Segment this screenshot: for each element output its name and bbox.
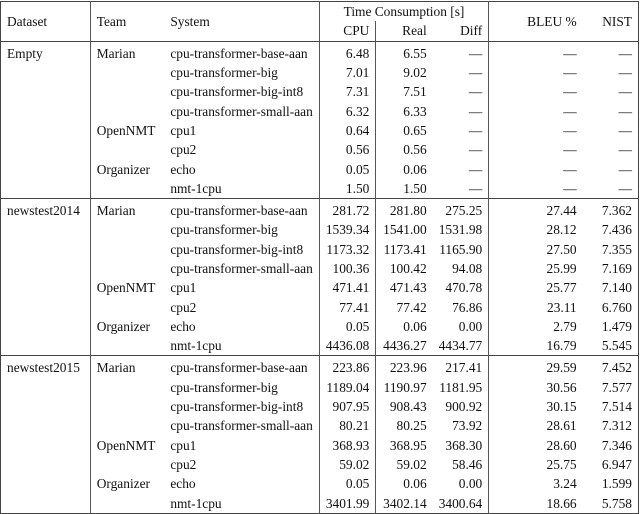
table-row bbox=[1, 101, 639, 120]
cell-team bbox=[90, 297, 164, 316]
cell-nist: 7.436 bbox=[601, 222, 632, 238]
cell-team: OpenNMT bbox=[90, 121, 164, 140]
cell-diff: 900.92 bbox=[445, 399, 483, 415]
cell-system: cpu1 bbox=[170, 122, 197, 138]
cell-bleu: — bbox=[489, 101, 583, 120]
table-row bbox=[1, 336, 639, 356]
header-time-consumption: Time Consumption [s] bbox=[319, 2, 488, 22]
cell-real: 1190.97 bbox=[376, 378, 433, 397]
cell-nist: — bbox=[618, 122, 632, 138]
cell-system: cpu-transformer-small-aan bbox=[170, 103, 313, 119]
cell-nist: 1.479 bbox=[601, 318, 632, 334]
cell-real: 0.56 bbox=[376, 140, 433, 159]
cell-nist: 7.169 bbox=[601, 261, 632, 276]
cell-bleu: 23.11 bbox=[489, 297, 583, 316]
cell-system: echo bbox=[170, 161, 196, 177]
cell-nist: — bbox=[618, 65, 632, 81]
dataset-section bbox=[1, 41, 639, 198]
cell-cpu: 1539.34 bbox=[319, 220, 376, 239]
header-system: System bbox=[170, 13, 210, 29]
cell-bleu: 28.60 bbox=[489, 436, 583, 455]
cell-diff: 76.86 bbox=[452, 299, 483, 315]
cell-cpu: 281.72 bbox=[319, 198, 376, 220]
table-row bbox=[1, 82, 639, 101]
cell-bleu: — bbox=[489, 82, 583, 101]
cell-real: 1173.41 bbox=[376, 240, 433, 259]
header-diff: Diff bbox=[433, 21, 489, 41]
cell-dataset bbox=[1, 474, 91, 493]
cell-diff: 58.46 bbox=[452, 456, 483, 472]
cell-system: cpu1 bbox=[170, 280, 197, 296]
cell-nist: — bbox=[618, 142, 632, 158]
cell-diff: — bbox=[468, 142, 483, 158]
cell-team bbox=[90, 63, 164, 82]
cell-bleu: 30.15 bbox=[489, 397, 583, 416]
table-row bbox=[1, 493, 639, 513]
cell-bleu: — bbox=[489, 41, 583, 63]
cell-system: cpu-transformer-base-aan bbox=[170, 360, 308, 376]
cell-cpu: 0.05 bbox=[319, 159, 376, 178]
cell-dataset bbox=[1, 159, 91, 178]
cell-cpu: 223.86 bbox=[319, 356, 376, 378]
cell-cpu: 3401.99 bbox=[319, 493, 376, 513]
cell-bleu: 28.12 bbox=[489, 220, 583, 239]
cell-cpu: 0.05 bbox=[319, 317, 376, 336]
cell-nist: — bbox=[618, 161, 632, 177]
cell-team bbox=[90, 179, 164, 199]
table-row bbox=[1, 416, 639, 435]
cell-dataset bbox=[1, 240, 91, 259]
cell-cpu: 1173.32 bbox=[319, 240, 376, 259]
cell-team bbox=[90, 82, 164, 101]
cell-real: 6.55 bbox=[376, 41, 433, 63]
cell-dataset bbox=[1, 179, 91, 199]
header-cpu: CPU bbox=[319, 21, 376, 41]
header-real: Real bbox=[376, 21, 433, 41]
table-row bbox=[1, 356, 639, 378]
dataset-section bbox=[1, 356, 639, 513]
cell-cpu: 7.31 bbox=[319, 82, 376, 101]
cell-system: cpu-transformer-base-aan bbox=[170, 45, 308, 61]
cell-bleu: 27.50 bbox=[489, 240, 583, 259]
cell-real: 908.43 bbox=[376, 397, 433, 416]
cell-system: cpu-transformer-big-int8 bbox=[170, 399, 304, 415]
cell-dataset bbox=[1, 121, 91, 140]
cell-cpu: 0.56 bbox=[319, 140, 376, 159]
cell-dataset: Empty bbox=[7, 45, 43, 61]
cell-cpu: 368.93 bbox=[319, 436, 376, 455]
cell-dataset bbox=[1, 397, 91, 416]
cell-diff: 275.25 bbox=[445, 203, 483, 219]
cell-team bbox=[90, 220, 164, 239]
table-row bbox=[1, 397, 639, 416]
table-row bbox=[1, 378, 639, 397]
cell-team: Organizer bbox=[90, 474, 164, 493]
cell-diff: 1165.90 bbox=[439, 241, 483, 257]
table-row bbox=[1, 220, 639, 239]
cell-cpu: 6.48 bbox=[319, 41, 376, 63]
cell-cpu: 1.50 bbox=[319, 179, 376, 199]
cell-real: 77.42 bbox=[376, 297, 433, 316]
cell-team: OpenNMT bbox=[90, 436, 164, 455]
cell-diff: 3400.64 bbox=[438, 495, 483, 511]
cell-system: echo bbox=[170, 476, 196, 492]
cell-dataset bbox=[1, 436, 91, 455]
cell-diff: — bbox=[468, 122, 483, 138]
cell-dataset bbox=[1, 378, 91, 397]
cell-bleu: 18.66 bbox=[489, 493, 583, 513]
cell-diff: — bbox=[468, 161, 483, 177]
cell-system: echo bbox=[170, 318, 196, 334]
cell-nist: 1.599 bbox=[601, 476, 632, 492]
table-row bbox=[1, 41, 639, 63]
table-row bbox=[1, 140, 639, 159]
cell-system: cpu-transformer-big bbox=[170, 65, 278, 81]
cell-team bbox=[90, 378, 164, 397]
cell-nist: 5.758 bbox=[601, 495, 632, 511]
cell-cpu: 80.21 bbox=[319, 416, 376, 435]
table-row bbox=[1, 455, 639, 474]
cell-team: Organizer bbox=[90, 159, 164, 178]
cell-nist: — bbox=[618, 45, 632, 61]
cell-nist: 7.452 bbox=[601, 360, 632, 376]
cell-nist: 7.577 bbox=[601, 379, 632, 395]
cell-dataset bbox=[1, 259, 91, 278]
cell-cpu: 6.32 bbox=[319, 101, 376, 120]
cell-nist: 7.346 bbox=[601, 437, 632, 453]
cell-real: 7.51 bbox=[376, 82, 433, 101]
cell-system: nmt-1cpu bbox=[170, 180, 222, 196]
table-row bbox=[1, 317, 639, 336]
cell-team bbox=[90, 240, 164, 259]
cell-cpu: 77.41 bbox=[319, 297, 376, 316]
cell-dataset bbox=[1, 140, 91, 159]
cell-diff: 0.00 bbox=[458, 318, 483, 334]
cell-system: cpu-transformer-big-int8 bbox=[170, 241, 304, 257]
dataset-section bbox=[1, 198, 639, 355]
table-row bbox=[1, 474, 639, 493]
cell-nist: 7.514 bbox=[601, 399, 632, 415]
table-row bbox=[1, 278, 639, 297]
cell-nist: 6.760 bbox=[601, 299, 632, 315]
cell-system: nmt-1cpu bbox=[170, 495, 222, 511]
cell-bleu: — bbox=[489, 121, 583, 140]
cell-cpu: 59.02 bbox=[319, 455, 376, 474]
cell-team bbox=[90, 397, 164, 416]
cell-nist: — bbox=[618, 84, 632, 100]
cell-dataset bbox=[1, 63, 91, 82]
cell-system: cpu-transformer-small-aan bbox=[170, 261, 313, 276]
cell-diff: 217.41 bbox=[445, 360, 483, 376]
cell-nist: — bbox=[618, 103, 632, 119]
cell-system: cpu2 bbox=[170, 142, 197, 158]
cell-cpu: 100.36 bbox=[319, 259, 376, 278]
cell-bleu: 25.75 bbox=[489, 455, 583, 474]
header-bleu: BLEU % bbox=[489, 2, 583, 42]
cell-real: 9.02 bbox=[376, 63, 433, 82]
cell-dataset bbox=[1, 101, 91, 120]
cell-cpu: 0.05 bbox=[319, 474, 376, 493]
cell-team: Organizer bbox=[90, 317, 164, 336]
cell-diff: 470.78 bbox=[445, 280, 483, 296]
cell-bleu: — bbox=[489, 63, 583, 82]
cell-cpu: 471.41 bbox=[319, 278, 376, 297]
cell-cpu: 4436.08 bbox=[319, 336, 376, 356]
cell-real: 59.02 bbox=[376, 455, 433, 474]
cell-real: 1541.00 bbox=[376, 220, 433, 239]
cell-nist: 6.947 bbox=[601, 456, 632, 472]
cell-system: cpu-transformer-big bbox=[170, 222, 278, 238]
cell-bleu: 25.77 bbox=[489, 278, 583, 297]
cell-real: 0.65 bbox=[376, 121, 433, 140]
cell-diff: 1181.95 bbox=[439, 379, 483, 395]
cell-team: Marian bbox=[90, 198, 164, 220]
cell-diff: — bbox=[468, 180, 483, 196]
cell-dataset bbox=[1, 220, 91, 239]
header-dataset: Dataset bbox=[7, 13, 48, 29]
cell-diff: 1531.98 bbox=[438, 222, 483, 238]
cell-system: cpu-transformer-big-int8 bbox=[170, 84, 304, 100]
header-team: Team bbox=[90, 2, 164, 42]
cell-system: cpu-transformer-big bbox=[170, 379, 278, 395]
cell-nist: 7.312 bbox=[601, 418, 632, 434]
cell-bleu: 2.79 bbox=[489, 317, 583, 336]
cell-diff: 368.30 bbox=[445, 437, 483, 453]
cell-team bbox=[90, 140, 164, 159]
cell-team bbox=[90, 336, 164, 356]
cell-real: 368.95 bbox=[376, 436, 433, 455]
table-row bbox=[1, 121, 639, 140]
cell-system: nmt-1cpu bbox=[170, 338, 222, 354]
cell-team bbox=[90, 416, 164, 435]
cell-real: 80.25 bbox=[376, 416, 433, 435]
cell-system: cpu1 bbox=[170, 437, 197, 453]
cell-team bbox=[90, 101, 164, 120]
cell-team: Marian bbox=[90, 356, 164, 378]
cell-real: 100.42 bbox=[376, 259, 433, 278]
cell-real: 4436.27 bbox=[376, 336, 433, 356]
table-row bbox=[1, 63, 639, 82]
cell-diff: 73.92 bbox=[452, 418, 483, 434]
cell-team bbox=[90, 455, 164, 474]
table-row bbox=[1, 240, 639, 259]
cell-real: 0.06 bbox=[376, 159, 433, 178]
cell-system: cpu-transformer-small-aan bbox=[170, 418, 313, 434]
cell-bleu: — bbox=[489, 140, 583, 159]
cell-bleu: — bbox=[489, 159, 583, 178]
cell-bleu: 25.99 bbox=[489, 259, 583, 278]
cell-team: OpenNMT bbox=[90, 278, 164, 297]
cell-cpu: 1189.04 bbox=[319, 378, 376, 397]
table-row bbox=[1, 198, 639, 220]
table-row bbox=[1, 159, 639, 178]
table-row bbox=[1, 436, 639, 455]
cell-cpu: 7.01 bbox=[319, 63, 376, 82]
table-row bbox=[1, 179, 639, 199]
cell-bleu: 30.56 bbox=[489, 378, 583, 397]
cell-cpu: 907.95 bbox=[319, 397, 376, 416]
cell-bleu: 28.61 bbox=[489, 416, 583, 435]
cell-real: 3402.14 bbox=[376, 493, 433, 513]
cell-dataset bbox=[1, 278, 91, 297]
cell-real: 1.50 bbox=[376, 179, 433, 199]
cell-bleu: 16.79 bbox=[489, 336, 583, 356]
cell-diff: — bbox=[468, 84, 483, 100]
cell-bleu: 3.24 bbox=[489, 474, 583, 493]
cell-diff: — bbox=[468, 103, 483, 119]
cell-diff: — bbox=[468, 45, 483, 61]
cell-dataset bbox=[1, 336, 91, 356]
cell-diff: 4434.77 bbox=[438, 338, 483, 354]
cell-system: cpu2 bbox=[170, 299, 197, 315]
cell-real: 6.33 bbox=[376, 101, 433, 120]
cell-real: 223.96 bbox=[376, 356, 433, 378]
cell-nist: — bbox=[618, 180, 632, 196]
cell-bleu: 27.44 bbox=[489, 198, 583, 220]
cell-team bbox=[90, 493, 164, 513]
cell-real: 281.80 bbox=[376, 198, 433, 220]
cell-real: 0.06 bbox=[376, 474, 433, 493]
cell-bleu: — bbox=[489, 179, 583, 199]
header-nist: NIST bbox=[602, 13, 632, 29]
cell-dataset bbox=[1, 416, 91, 435]
table-row bbox=[1, 297, 639, 316]
cell-dataset: newstest2015 bbox=[7, 360, 80, 376]
cell-team: Marian bbox=[90, 41, 164, 63]
cell-system: cpu-transformer-base-aan bbox=[170, 203, 308, 219]
cell-dataset bbox=[1, 493, 91, 513]
cell-diff: 0.00 bbox=[458, 476, 483, 492]
cell-diff: 94.08 bbox=[452, 261, 483, 276]
cell-dataset: newstest2014 bbox=[7, 203, 80, 219]
cell-real: 471.43 bbox=[376, 278, 433, 297]
cell-team bbox=[90, 259, 164, 278]
cell-dataset bbox=[1, 82, 91, 101]
cell-real: 0.06 bbox=[376, 317, 433, 336]
results-table bbox=[0, 1, 639, 514]
cell-cpu: 0.64 bbox=[319, 121, 376, 140]
cell-bleu: 29.59 bbox=[489, 356, 583, 378]
cell-system: cpu2 bbox=[170, 456, 197, 472]
table-row bbox=[1, 259, 639, 278]
cell-dataset bbox=[1, 317, 91, 336]
cell-dataset bbox=[1, 297, 91, 316]
cell-dataset bbox=[1, 455, 91, 474]
cell-nist: 5.545 bbox=[601, 338, 632, 354]
cell-nist: 7.140 bbox=[601, 280, 632, 296]
cell-diff: — bbox=[468, 65, 483, 81]
cell-nist: 7.355 bbox=[601, 241, 632, 257]
cell-nist: 7.362 bbox=[601, 203, 632, 219]
